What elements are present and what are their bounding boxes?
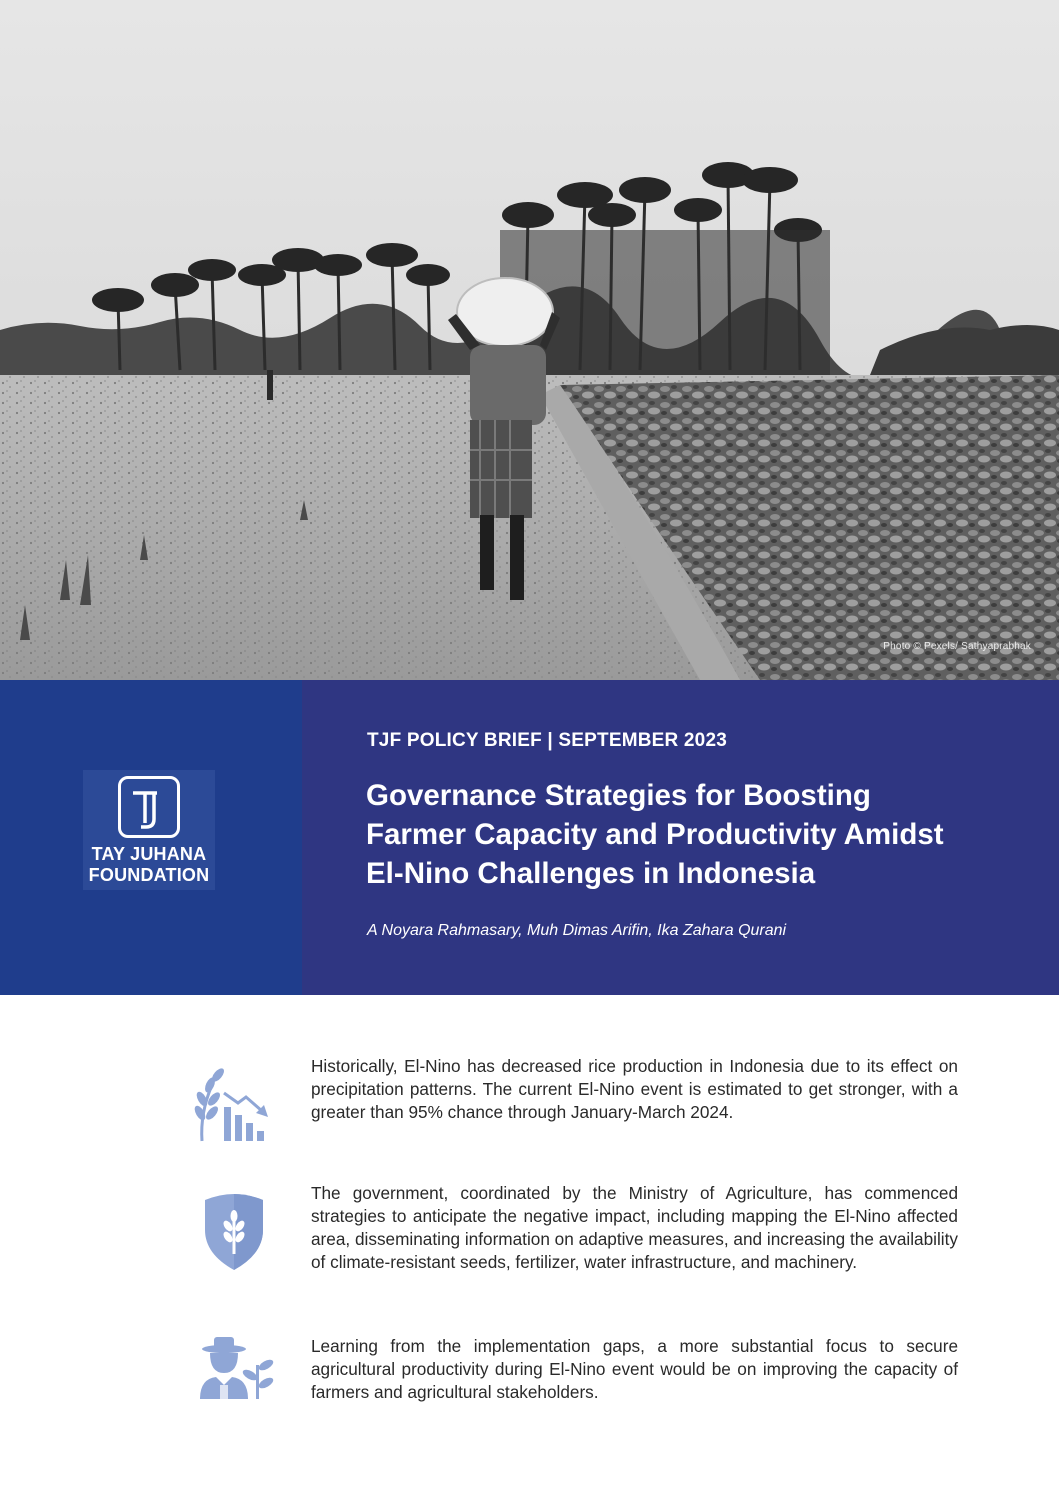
key-point-text: The government, coordinated by the Ministry of Agriculture, has commenced strategies to anticipate the negative impact, including mapping the El-Nino affected area, disseminating information on adaptive measures, and increasing the availability of climate-resistant seeds, fertilizer, water infrastructure, and machinery.	[311, 1183, 958, 1272]
cover-photo	[0, 0, 1059, 680]
page-title	[366, 776, 1026, 893]
series-label: TJF POLICY BRIEF | SEPTEMBER 2023	[367, 730, 727, 751]
farmer-plant-icon	[190, 1335, 280, 1415]
logo-wordmark	[83, 844, 215, 886]
logo-line-1: TAY JUHANA	[91, 844, 207, 864]
authors: A Noyara Rahmasary, Muh Dimas Arifin, Ika Zahara Qurani	[367, 922, 787, 939]
logo-panel	[0, 680, 302, 995]
title-band	[0, 680, 1059, 995]
photo-credit: Photo © Pexels/ Sathyaprabhak	[883, 641, 1031, 652]
farmer-field-photo	[0, 0, 1059, 680]
wheat-shield-icon	[190, 1192, 280, 1272]
title-line-3: El-Nino Challenges in Indonesia	[366, 857, 816, 890]
tj-monogram-icon	[118, 776, 180, 838]
key-point-text: Learning from the implementation gaps, a more substantial focus to secure agricultural productivity during El-Nino event would be on improving the capacity of farmers and agricultural stakeholders.	[311, 1336, 958, 1402]
title-line-2: Farmer Capacity and Productivity Amidst	[366, 818, 944, 851]
key-point-text: Historically, El-Nino has decreased rice production in Indonesia due to its effect on precipitation patterns. The current El-Nino event is estimated to get stronger, with a greater than 95% chance through January-March 2024.	[311, 1056, 958, 1122]
title-line-1: Governance Strategies for Boosting	[366, 779, 871, 812]
foundation-logo	[83, 770, 215, 890]
wheat-decline-chart-icon	[190, 1063, 280, 1143]
logo-line-2: FOUNDATION	[88, 865, 210, 885]
